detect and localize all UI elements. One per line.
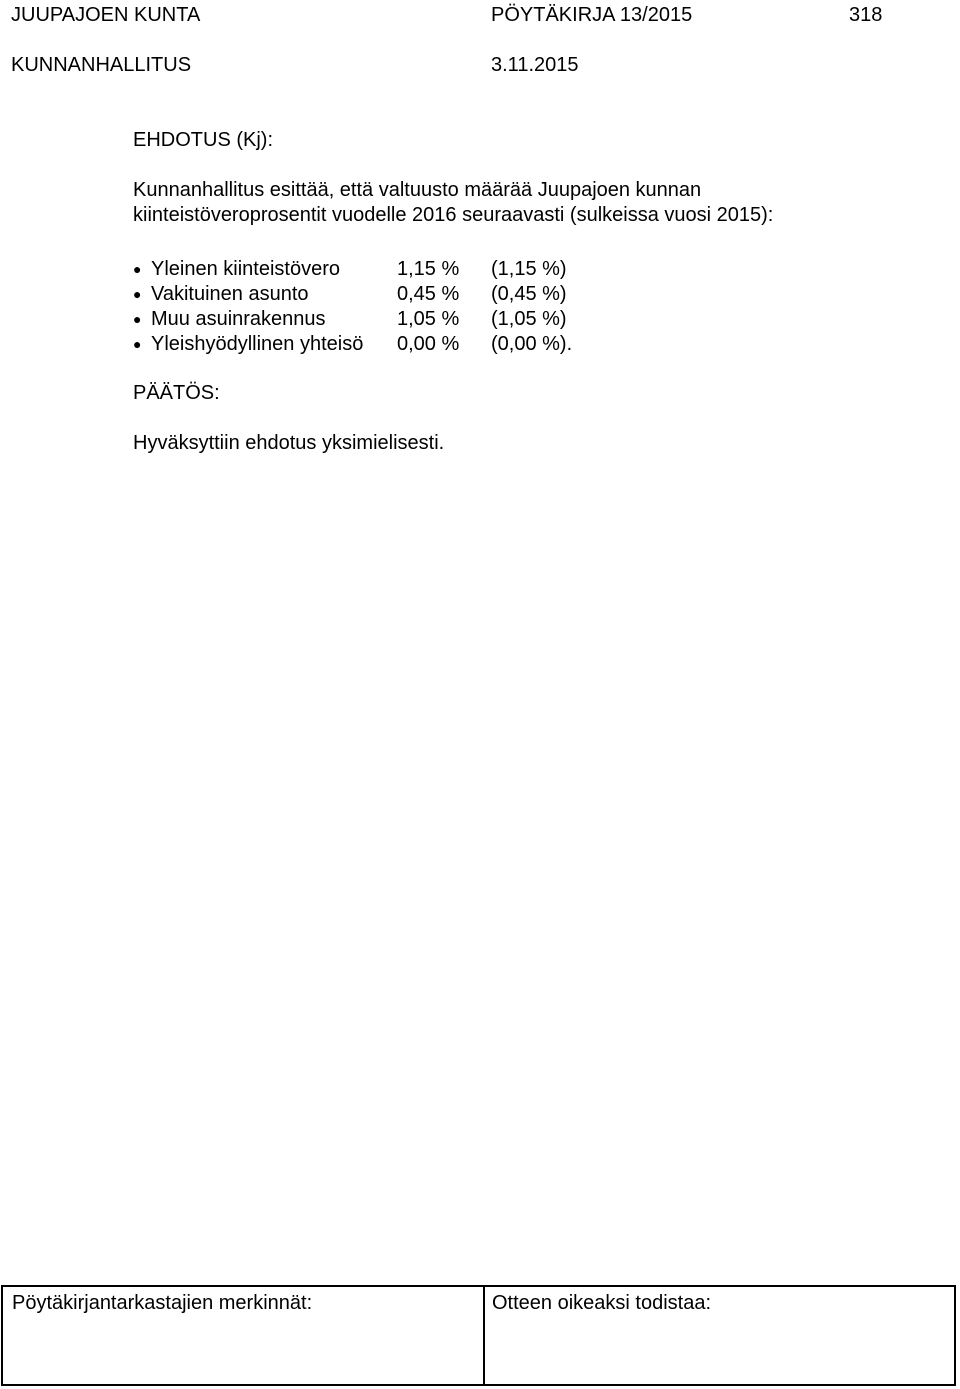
tax-category: Yleinen kiinteistövero <box>151 258 340 280</box>
proposal-text-line-2: kiinteistöveroprosentit vuodelle 2016 seuraavasti (sulkeissa vuosi 2015): <box>133 204 774 226</box>
proposal-text-line-1: Kunnanhallitus esittää, että valtuusto määrää Juupajoen kunnan <box>133 179 702 201</box>
tax-rate-2015: (0,00 %). <box>491 333 573 355</box>
tax-category: Vakituinen asunto <box>151 283 309 305</box>
tax-rate-2016: 1,15 % <box>397 258 460 280</box>
decision-heading: PÄÄTÖS: <box>133 382 220 404</box>
proposal-heading: EHDOTUS (Kj): <box>133 129 273 151</box>
bullet-icon: ● <box>133 261 142 277</box>
tax-rate-2015: (1,05 %) <box>491 308 567 330</box>
tax-category: Muu asuinrakennus <box>151 308 326 330</box>
bullet-icon: ● <box>133 336 142 352</box>
reviewers-notes-label: Pöytäkirjantarkastajien merkinnät: <box>12 1292 313 1314</box>
certified-copy-label: Otteen oikeaksi todistaa: <box>492 1292 712 1314</box>
document-title: PÖYTÄKIRJA 13/2015 <box>491 4 693 26</box>
bullet-icon: ● <box>133 311 142 327</box>
committee-name: KUNNANHALLITUS <box>11 54 192 76</box>
meeting-date: 3.11.2015 <box>491 54 579 76</box>
organization-name: JUUPAJOEN KUNTA <box>11 4 201 26</box>
tax-category: Yleishyödyllinen yhteisö <box>151 333 364 355</box>
decision-text: Hyväksyttiin ehdotus yksimielisesti. <box>133 432 445 454</box>
tax-rate-2016: 0,00 % <box>397 333 460 355</box>
signature-box <box>1 1285 956 1386</box>
bullet-icon: ● <box>133 286 142 302</box>
tax-rate-2015: (1,15 %) <box>491 258 567 280</box>
footer-divider <box>483 1287 485 1384</box>
tax-rate-2016: 1,05 % <box>397 308 460 330</box>
tax-rate-2016: 0,45 % <box>397 283 460 305</box>
page-number: 318 <box>849 4 883 26</box>
tax-rate-2015: (0,45 %) <box>491 283 567 305</box>
